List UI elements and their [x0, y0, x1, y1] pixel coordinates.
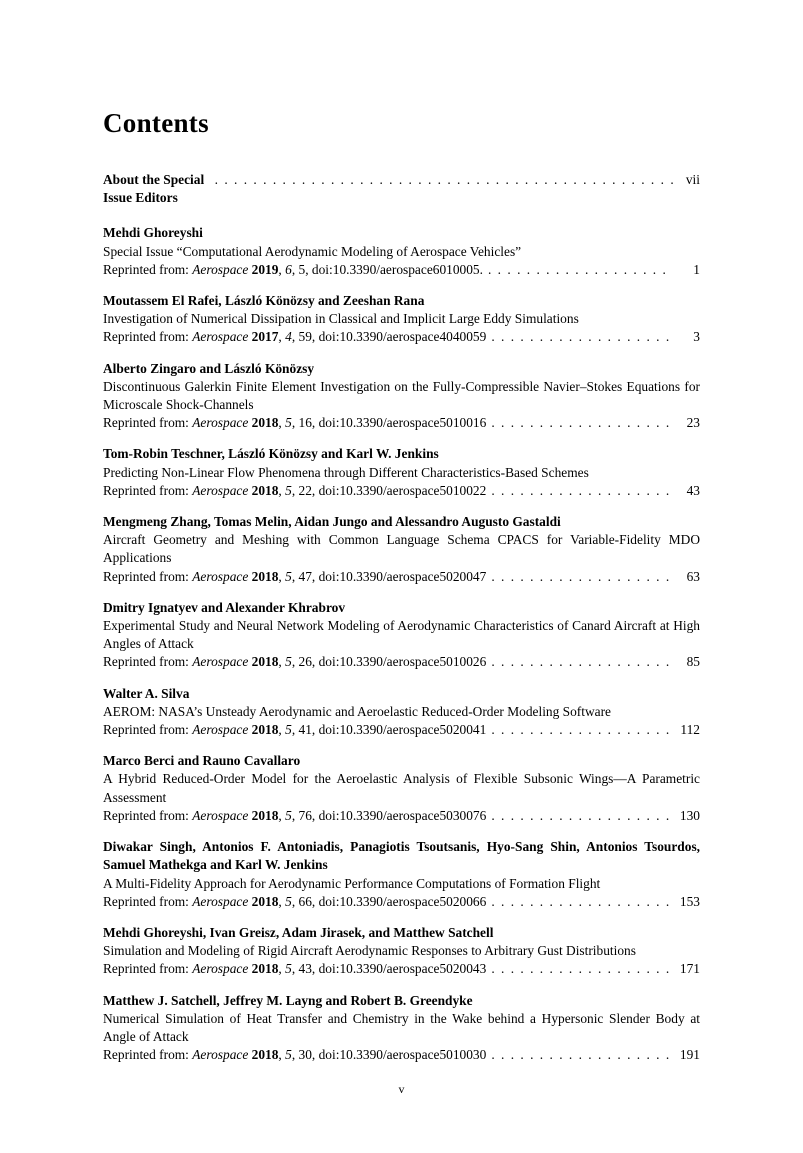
citation-text: [103, 568, 486, 586]
dot-leader: [491, 960, 673, 978]
entry-title: A Hybrid Reduced-Order Model for the Aeroelastic Analysis of Flexible Subsonic Wings—A Parametric Assessment: [103, 771, 700, 805]
citation-doi: , 22, doi:10.3390/aerospace5010022: [291, 482, 487, 498]
citation-text: [103, 653, 486, 671]
citation-doi: , 5, doi:10.3390/aerospace6010005.: [291, 261, 483, 277]
citation-prefix: Reprinted from:: [103, 261, 193, 277]
citation-volume: 4: [285, 329, 292, 345]
citation-doi: , 26, doi:10.3390/aerospace5010026: [291, 654, 487, 670]
citation-text: [103, 807, 486, 825]
dot-leader: [215, 171, 673, 189]
entry-authors: Dmitry Ignatyev and Alexander Khrabrov: [103, 599, 346, 615]
toc-content: [103, 108, 700, 1077]
dot-leader: [491, 653, 673, 671]
citation-volume: 5: [285, 1047, 292, 1063]
entry-title: Aircraft Geometry and Meshing with Common Language Schema CPACS for Variable-Fidelity MDO Applications: [103, 532, 700, 566]
entry-citation: [103, 960, 700, 978]
citation-doi: , 59, doi:10.3390/aerospace4040059: [291, 329, 487, 345]
entry-authors: Matthew J. Satchell, Jeffrey M. Layng and Robert B. Greendyke: [103, 992, 473, 1008]
citation-separator: ,: [278, 415, 286, 431]
citation-text: [103, 893, 486, 911]
front-matter-line: [103, 171, 700, 207]
dot-leader: [491, 721, 673, 739]
citation-prefix: Reprinted from:: [103, 654, 193, 670]
toc-entry: [103, 924, 700, 979]
entry-authors: Marco Berci and Rauno Cavallaro: [103, 753, 301, 769]
entry-page-number: 23: [686, 415, 700, 431]
toc-entry: [103, 445, 700, 500]
page-title: Contents: [103, 108, 209, 138]
citation-volume: 5: [285, 807, 292, 823]
entry-title: Discontinuous Galerkin Finite Element Investigation on the Fully-Compressible Navier–Stokes Equations for Microscale Shock-Channels: [103, 378, 700, 413]
toc-entry: [103, 752, 700, 825]
entry-citation: [103, 653, 700, 671]
about-editors-label: About the Special Issue Editors: [103, 172, 205, 206]
citation-prefix: Reprinted from:: [103, 482, 193, 498]
entry-citation: [103, 807, 700, 825]
dot-leader: [491, 414, 673, 432]
citation-text: [103, 960, 486, 978]
citation-doi: , 76, doi:10.3390/aerospace5030076: [291, 807, 487, 823]
citation-volume: 5: [285, 482, 292, 498]
citation-year: 2018: [248, 961, 279, 977]
citation-prefix: Reprinted from:: [103, 807, 193, 823]
entry-title: Investigation of Numerical Dissipation in Classical and Implicit Large Eddy Simulations: [103, 311, 579, 327]
entry-page-number: 171: [679, 961, 700, 977]
citation-text: [103, 328, 486, 346]
journal-name: Aerospace: [192, 722, 249, 738]
journal-name: Aerospace: [192, 415, 249, 431]
journal-name: Aerospace: [192, 807, 249, 823]
journal-name: Aerospace: [192, 568, 249, 584]
entry-title: A Multi-Fidelity Approach for Aerodynamic Performance Computations of Formation Flight: [103, 875, 601, 891]
citation-separator: ,: [278, 893, 286, 909]
journal-name: Aerospace: [192, 654, 249, 670]
citation-year: 2018: [248, 415, 279, 431]
citation-separator: ,: [278, 261, 286, 277]
entry-page-number: 153: [679, 893, 700, 909]
journal-name: Aerospace: [192, 961, 249, 977]
citation-doi: , 30, doi:10.3390/aerospace5010030: [291, 1047, 487, 1063]
journal-name: Aerospace: [192, 482, 249, 498]
entry-page-number: 1: [693, 261, 700, 277]
entry-page-number: 112: [680, 722, 700, 738]
citation-prefix: Reprinted from:: [103, 1047, 193, 1063]
citation-year: 2018: [248, 807, 279, 823]
citation-separator: ,: [278, 807, 286, 823]
citation-doi: , 66, doi:10.3390/aerospace5020066: [291, 893, 487, 909]
journal-name: Aerospace: [192, 1047, 249, 1063]
citation-doi: , 16, doi:10.3390/aerospace5010016: [291, 415, 487, 431]
entry-authors: Tom-Robin Teschner, László Könözsy and Karl W. Jenkins: [103, 446, 439, 462]
dot-leader: [491, 328, 673, 346]
citation-year: 2018: [248, 654, 279, 670]
toc-entry: [103, 992, 700, 1065]
toc-entry: [103, 360, 700, 433]
entry-citation: [103, 482, 700, 500]
dot-leader: [491, 482, 673, 500]
entry-citation: [103, 721, 700, 739]
entry-citation: [103, 414, 700, 432]
citation-volume: 5: [285, 654, 292, 670]
toc-entry: [103, 599, 700, 672]
citation-year: 2017: [248, 329, 279, 345]
entry-citation: [103, 1046, 700, 1064]
citation-text: [103, 1046, 486, 1064]
citation-text: [103, 414, 486, 432]
citation-text: [103, 261, 483, 279]
front-matter-page-number: vii: [685, 172, 700, 187]
entry-authors: Walter A. Silva: [103, 685, 190, 701]
entry-title: Special Issue “Computational Aerodynamic Modeling of Aerospace Vehicles”: [103, 243, 522, 259]
entry-page-number: 130: [679, 807, 700, 823]
citation-doi: , 47, doi:10.3390/aerospace5020047: [291, 568, 487, 584]
toc-entry: [103, 224, 700, 279]
table-of-contents: [103, 171, 700, 1064]
citation-year: 2018: [248, 893, 279, 909]
citation-volume: 5: [285, 722, 292, 738]
citation-year: 2018: [248, 1047, 279, 1063]
entry-page-number: 63: [686, 568, 700, 584]
footer-page-number: v: [398, 1082, 405, 1096]
journal-name: Aerospace: [192, 893, 249, 909]
entry-title: Simulation and Modeling of Rigid Aircraft Aerodynamic Responses to Arbitrary Gust Distributions: [103, 943, 636, 959]
citation-year: 2018: [248, 568, 279, 584]
entry-title: Predicting Non-Linear Flow Phenomena through Different Characteristics-Based Schemes: [103, 464, 589, 480]
entry-page-number: 85: [686, 654, 700, 670]
citation-year: 2018: [248, 722, 279, 738]
citation-text: [103, 721, 486, 739]
citation-doi: , 41, doi:10.3390/aerospace5020041: [291, 722, 487, 738]
entry-title: Numerical Simulation of Heat Transfer and Chemistry in the Wake behind a Hypersonic Slender Body at Angle of Attack: [103, 1010, 700, 1044]
entry-citation: [103, 328, 700, 346]
citation-doi: , 43, doi:10.3390/aerospace5020043: [291, 961, 487, 977]
citation-prefix: Reprinted from:: [103, 722, 193, 738]
citation-volume: 5: [285, 961, 292, 977]
entry-page-number: 43: [686, 482, 700, 498]
citation-volume: 5: [285, 568, 292, 584]
citation-volume: 5: [285, 893, 292, 909]
entry-authors: Alberto Zingaro and László Könözsy: [103, 360, 315, 376]
citation-year: 2019: [248, 261, 279, 277]
dot-leader: [491, 1046, 673, 1064]
citation-prefix: Reprinted from:: [103, 329, 193, 345]
entry-authors: Mehdi Ghoreyshi, Ivan Greisz, Adam Jirasek, and Matthew Satchell: [103, 924, 494, 940]
citation-text: [103, 482, 486, 500]
toc-entry: [103, 685, 700, 740]
entry-authors: Mengmeng Zhang, Tomas Melin, Aidan Jungo and Alessandro Augusto Gastaldi: [103, 514, 561, 530]
citation-prefix: Reprinted from:: [103, 568, 193, 584]
citation-volume: 5: [285, 415, 292, 431]
entry-title: AEROM: NASA’s Unsteady Aerodynamic and Aeroelastic Reduced-Order Modeling Software: [103, 703, 611, 719]
dot-leader: [491, 807, 673, 825]
dot-leader: [488, 261, 673, 279]
entry-citation: [103, 568, 700, 586]
entry-title: Experimental Study and Neural Network Modeling of Aerodynamic Characteristics of Canard Aircraft at High Angles of Attack: [103, 618, 700, 652]
dot-leader: [491, 568, 673, 586]
citation-separator: ,: [278, 961, 286, 977]
journal-name: Aerospace: [192, 261, 249, 277]
citation-year: 2018: [248, 482, 279, 498]
dot-leader: [491, 893, 673, 911]
citation-separator: ,: [278, 329, 286, 345]
entry-page-number: 191: [679, 1047, 700, 1063]
entry-page-number: 3: [693, 329, 700, 345]
entry-authors: Moutassem El Rafei, László Könözsy and Zeeshan Rana: [103, 293, 425, 309]
citation-separator: ,: [278, 568, 286, 584]
citation-separator: ,: [278, 722, 286, 738]
toc-entry: [103, 513, 700, 586]
citation-prefix: Reprinted from:: [103, 415, 193, 431]
toc-entry: [103, 838, 700, 911]
citation-prefix: Reprinted from:: [103, 961, 193, 977]
entry-authors: Mehdi Ghoreyshi: [103, 225, 203, 241]
citation-separator: ,: [278, 654, 286, 670]
toc-entry: [103, 292, 700, 347]
entry-citation: [103, 893, 700, 911]
entry-authors: Diwakar Singh, Antonios F. Antoniadis, Panagiotis Tsoutsanis, Hyo-Sang Shin, Antonios Tsourdos, Samuel Mathekga and Karl W. Jenkins: [103, 839, 700, 873]
citation-volume: 6: [285, 261, 292, 277]
entry-citation: [103, 261, 700, 279]
citation-prefix: Reprinted from:: [103, 893, 193, 909]
citation-separator: ,: [278, 482, 286, 498]
journal-name: Aerospace: [192, 329, 249, 345]
citation-separator: ,: [278, 1047, 286, 1063]
